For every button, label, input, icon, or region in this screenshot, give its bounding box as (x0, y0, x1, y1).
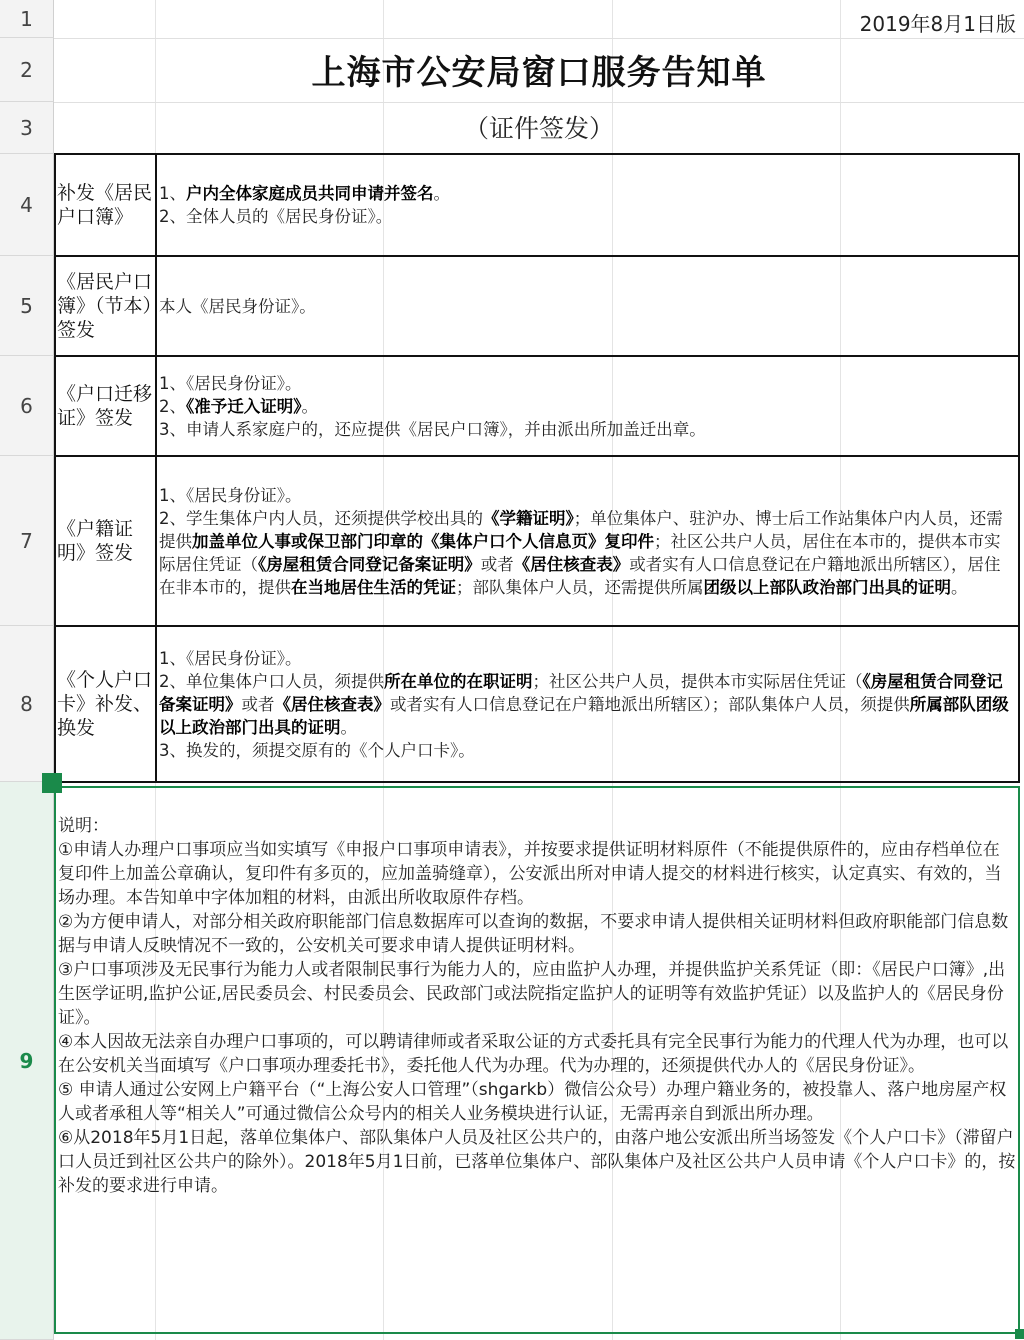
text: 。 (340, 717, 357, 737)
version-label[interactable]: 2019年8月1日版 (859, 12, 1016, 36)
requirements-cell[interactable] (156, 154, 1019, 256)
requirement-line (159, 507, 1016, 599)
bold-text: 《准予迁入证明》 (186, 396, 302, 416)
row-header-5[interactable] (0, 256, 54, 356)
row-header-9[interactable] (0, 782, 54, 1340)
bold-text: 团级以上部队政治部门出具的证明 (703, 577, 951, 597)
item-name-cell[interactable]: 《户籍证明》签发 (55, 456, 156, 626)
notes-list (58, 838, 1016, 1198)
text: 。 (301, 396, 318, 416)
requirements-cell[interactable] (156, 626, 1019, 782)
note-item: ④本人因故无法亲自办理户口事项的，可以聘请律师或者采取公证的方式委托具有完全民事行为能力的代理人代为办理，也可以在公安机关当面填写《户口事项办理委托书》，委托他人代为办理。代为办理的，还须提供代办人的《居民身份证》。 (58, 1032, 1009, 1076)
text: 或者 (241, 694, 275, 714)
text: 或者实有人口信息登记在户籍地派出所辖区），居住在非本市的，提供 (159, 554, 1001, 597)
table-row (55, 626, 1019, 782)
page-subtitle[interactable]: （证件签发） (463, 114, 614, 143)
row-number: 8 (20, 691, 33, 716)
bold-text: 《房屋租赁合同登记备案证明》 (258, 554, 481, 574)
row-number: 2 (20, 57, 33, 82)
requirement-line (159, 647, 1016, 670)
note-item: ②为方便申请人，对部分相关政府职能部门信息数据库可以查询的数据，不要求申请人提供相关证明材料但政府职能部门信息数据与申请人反映情况不一致的，公安机关可要求申请人提供证明材料。 (58, 912, 1009, 956)
requirements-table (54, 153, 1020, 783)
requirement-line (159, 395, 1016, 418)
table-row (55, 154, 1019, 256)
requirement-line (159, 295, 1016, 318)
row-number: 5 (20, 293, 33, 318)
item-name-cell[interactable]: 《居民户口簿》（节本）签发 (55, 256, 156, 356)
requirement-line (159, 205, 1016, 228)
item-name-cell[interactable]: 补发《居民户口簿》 (55, 154, 156, 256)
table-row (55, 356, 1019, 456)
note-item: ⑤ 申请人通过公安网上户籍平台（“上海公安人口管理”（shgarkb）微信公众号）办理户籍业务的，被投靠人、落户地房屋产权人或者承租人等“相关人”可通过微信公众号内的相关人业务模块进行认证，无需再亲自到派出所办理。 (58, 1080, 1007, 1124)
bold-text: 户内全体家庭成员共同申请并签名 (186, 184, 434, 203)
bold-text: 在当地居住生活的凭证 (291, 577, 456, 597)
row-header-1[interactable] (0, 0, 54, 38)
bold-text: 加盖单位人事或保卫部门印章的《集体户口个人信息页》复印件 (192, 531, 654, 551)
text: 或者 (480, 554, 514, 574)
requirement-line (159, 418, 1016, 441)
requirement-line (159, 372, 1016, 395)
text: ；部队集体户人员，还需提供所属 (456, 577, 704, 597)
text: 。 (433, 184, 450, 203)
bold-text: 《居住核查表》 (274, 694, 390, 714)
text: ；社区公共户人员，居住在本市的，提供本市实际居住凭证（ (159, 531, 1001, 574)
bold-text: 《学籍证明》 (483, 508, 574, 528)
requirement-line (159, 739, 1016, 762)
requirement-line (159, 182, 1016, 205)
notes-cell[interactable] (54, 786, 1020, 1334)
row-number: 6 (20, 393, 33, 418)
text: 1、《居民身份证》。 (159, 373, 302, 393)
text: 或者实有人口信息登记在户籍地派出所辖区）；部队集体户人员，须提供 (390, 694, 910, 714)
text: 3、换发的，须提交原有的《个人户口卡》。 (159, 740, 475, 760)
row-header-3[interactable] (0, 102, 54, 154)
requirements-cell[interactable] (156, 356, 1019, 456)
note-item: ①申请人办理户口事项应当如实填写《申报户口事项申请表》，并按要求提供证明材料原件（不能提供原件的，应由存档单位在复印件上加盖公章确认，复印件有多页的，应加盖骑缝章），公安派出所对申请人提交的材料进行核实，认定真实、有效的，当场办理。本告知单中字体加粗的材料，由派出所收取原件存档。 (58, 840, 1002, 908)
row-header-8[interactable] (0, 626, 54, 782)
text: 2、单位集体户口人员，须提供 (159, 671, 384, 691)
note-item: ⑥从2018年5月1日起，落单位集体户、部队集体户人员及社区公共户的，由落户地公安派出所当场签发《个人户口卡》（滞留户口人员迁到社区公共户的除外）。2018年5月1日前，已落单位集体户、部队集体户及社区公共户人员申请《个人户口卡》的，按补发的要求进行申请。 (58, 1128, 1016, 1196)
requirements-cell[interactable] (156, 456, 1019, 626)
row-header-7[interactable] (0, 456, 54, 626)
notes-heading: 说明： (58, 816, 109, 836)
page-title[interactable]: 上海市公安局窗口服务告知单 (311, 52, 767, 93)
text: 2、全体人员的《居民身份证》。 (159, 207, 393, 226)
row-number: 3 (20, 115, 33, 140)
note-item: ③户口事项涉及无民事行为能力人或者限制民事行为能力人的，应由监护人办理，并提供监护关系凭证（即：《居民户口簿》,出生医学证明,监护公证,居民委员会、村民委员会、民政部门或法院指定监护人的证明等有效监护凭证）以及监护人的《居民身份证》。 (58, 960, 1006, 1028)
requirement-line (159, 670, 1016, 739)
row-header-4[interactable] (0, 154, 54, 256)
bold-text: 《房屋租赁合同登记备案证明》 (159, 671, 1003, 714)
text: 。 (951, 577, 968, 597)
table-row (55, 256, 1019, 356)
bold-text: 所在单位的在职证明 (384, 671, 533, 691)
row-number: 4 (20, 192, 33, 217)
row-header-6[interactable] (0, 356, 54, 456)
text: 2、学生集体户内人员，还须提供学校出具的 (159, 508, 483, 528)
row-number: 1 (20, 6, 33, 31)
text: 2、 (159, 396, 186, 416)
text: 1、《居民身份证》。 (159, 648, 302, 668)
table-row (55, 456, 1019, 626)
text: ；单位集体户、驻沪办、博士后工作站集体户内人员，还需提供 (159, 508, 1003, 551)
item-name-cell[interactable]: 《个人户口卡》补发、换发 (55, 626, 156, 782)
text: 1、 (159, 184, 186, 203)
row-number: 7 (20, 528, 33, 553)
text: 本人《居民身份证》。 (159, 296, 316, 316)
requirements-cell[interactable] (156, 256, 1019, 356)
bold-text: 所属部队团级以上政治部门出具的证明 (159, 694, 1009, 737)
text: ；社区公共户人员，提供本市实际居住凭证（ (532, 671, 863, 691)
item-name-cell[interactable]: 《户口迁移证》签发 (55, 356, 156, 456)
row-number: 9 (19, 1048, 34, 1073)
bold-text: 《居住核查表》 (513, 554, 630, 574)
row-header-2[interactable] (0, 38, 54, 102)
text: 3、申请人系家庭户的，还应提供《居民户口簿》，并由派出所加盖迁出章。 (159, 419, 706, 439)
requirement-line (159, 484, 1016, 507)
text: 1、《居民身份证》。 (159, 485, 302, 505)
